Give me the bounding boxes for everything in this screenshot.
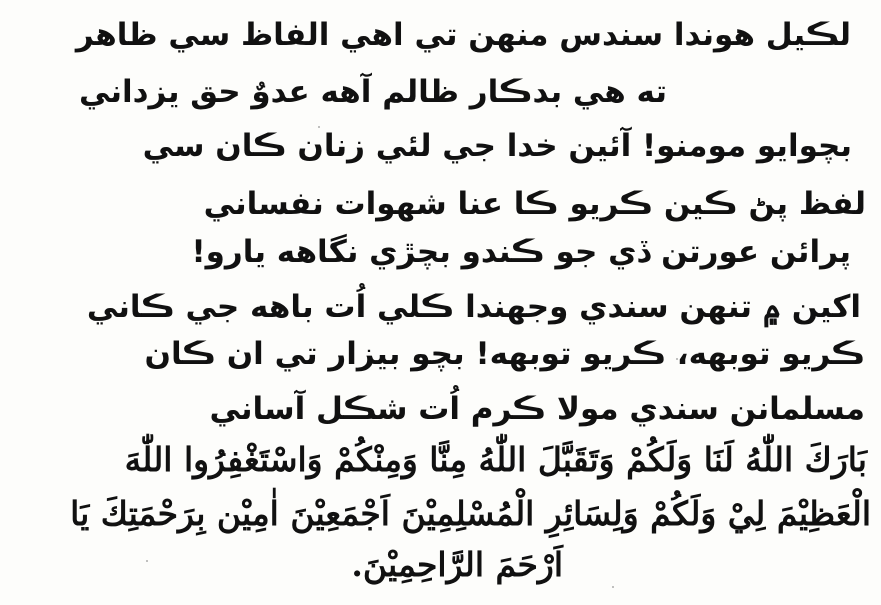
dua-line: الْعَظِيْمَ لِيْ وَلَكُمْ وَلِسَائِرِ الْمُسْلِمِيْنَ اَجْمَعِيْنَ اٰمِيْن بِرَحْمَتِكَ يَا bbox=[70, 494, 871, 533]
poem-line: ڪريو توبهه، ڪريو توبهه! بچو بيزار تي ان ڪان bbox=[144, 336, 865, 372]
scan-speck bbox=[612, 586, 614, 588]
poem-line: بچوايو مومنو! آئين خدا جي لئي زنان ڪان سي bbox=[142, 128, 852, 164]
poem-line: مسلمانن سندي مولا ڪرم اُت شڪل آساني bbox=[209, 391, 865, 427]
poem-line: اکين ۾ تنهن سندي وجهندا ڪلي اُت باهه جي ڪاني bbox=[86, 289, 861, 325]
dua-line: بَارَكَ اللّٰهُ لَنَا وَلَكُمْ وَتَقَبَّلَ اللّٰهُ مِنَّا وَمِنْكُمْ وَاسْتَغْفِرُوا اللّٰهَ bbox=[124, 440, 867, 479]
scan-speck bbox=[146, 560, 148, 562]
poem-line: لڪيل هوندا سندس منهن تي اهي الفاظ سي ظاهر bbox=[75, 17, 851, 53]
poem-line: پرائن عورتن ڏي جو ڪندو بچڙي نگاهه يارو! bbox=[191, 234, 851, 270]
poem-line: ته هي بدڪار ظالم آهه عدوٌ حق يزداني bbox=[79, 74, 667, 110]
dua-line: اَرْحَمَ الرَّاحِمِيْنَ. bbox=[351, 545, 563, 584]
poem-line: لفظ پڻ ڪين ڪريو ڪا عنا شهوات نفساني bbox=[203, 186, 866, 222]
